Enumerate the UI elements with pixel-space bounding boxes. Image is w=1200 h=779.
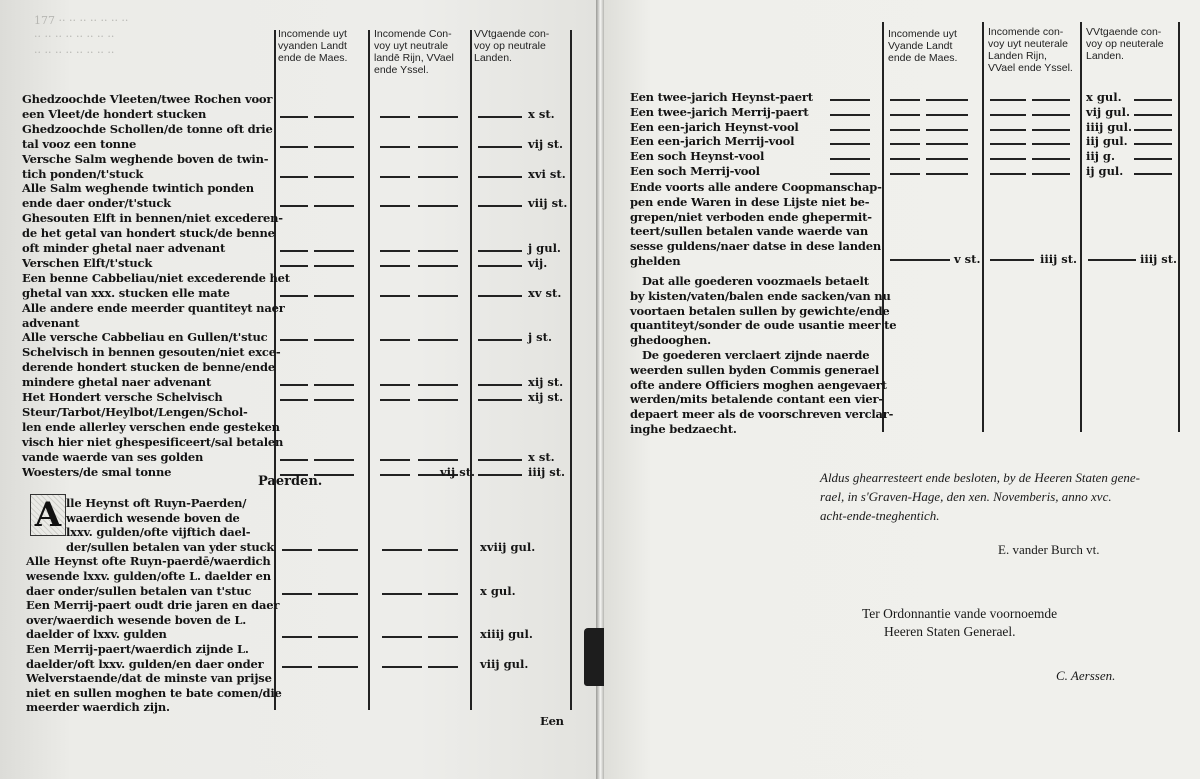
dash <box>280 295 308 297</box>
dash <box>990 99 1026 101</box>
ordonnantie-line: Ter Ordonnantie vande voornoemde <box>862 606 1058 621</box>
dash <box>382 666 422 668</box>
tariff-item-text: tal vooz een tonne <box>22 136 137 151</box>
tariff-item-text: Schelvisch in bennen gesouten/niet exce- <box>22 345 281 360</box>
column-header-incoming-enemy: Incomende uyt Vyande Landt ende de Maes. <box>888 28 958 64</box>
right-page <box>604 0 1200 779</box>
tariff-item-text: de het getal van hondert stuck/de benne <box>22 226 275 241</box>
dash <box>282 636 312 638</box>
dash <box>380 459 410 461</box>
dash <box>318 593 358 595</box>
bleed-through-text: 177 ·· ·· ·· ·· ·· ·· ·· <box>34 14 129 27</box>
paragraph-line: Dat alle goederen voozmaels betaelt <box>642 274 869 288</box>
dash <box>380 384 410 386</box>
section-title-horses: Paerden. <box>258 474 323 489</box>
paragraph-line: teert/sullen betalen vande waerde van <box>630 224 868 239</box>
tariff-item-text: Een twee-jarich Heynst-paert <box>630 90 813 104</box>
dash <box>380 265 410 267</box>
tariff-amount: iij gul. <box>1086 134 1128 149</box>
tariff-amount: xv st. <box>528 285 562 300</box>
tariff-amount: vij st. <box>528 136 564 151</box>
dash <box>380 399 410 401</box>
dash <box>382 636 422 638</box>
tariff-item-text: len ende allerley verschen ende gesteken <box>22 419 280 434</box>
paragraph-line: werden/mits betalende contant een vier- <box>630 392 883 407</box>
tariff-item-text: Een Merrij-paert/waerdich zijnde L. <box>26 642 249 656</box>
dash <box>418 295 458 297</box>
tariff-item-text: Steur/Tarbot/Heylbot/Lengen/Schol- <box>22 404 248 419</box>
dash <box>280 399 308 401</box>
dash <box>1032 173 1070 175</box>
tariff-item-text: Een soch Merrij-vool <box>630 164 760 178</box>
dash <box>280 116 308 118</box>
tariff-item-text: Ghedzoochde Schollen/de tonne oft drie <box>22 121 273 136</box>
dash <box>428 593 458 595</box>
column-rule <box>882 22 884 432</box>
dash <box>478 399 522 401</box>
tariff-item-text: Ghesouten Elft in bennen/niet excederen- <box>22 211 283 226</box>
tariff-amount: x gul. <box>1086 90 1122 104</box>
ordonnantie-line: Heeren Staten Generael. <box>884 624 1016 639</box>
column-rule <box>570 30 572 710</box>
dash <box>318 666 358 668</box>
tariff-item-text: Een twee-jarich Merrij-paert <box>630 104 809 119</box>
dash <box>1032 143 1070 145</box>
tariff-amount: xviij gul. <box>480 539 536 554</box>
dash <box>280 339 308 341</box>
tariff-item-text: niet en sullen moghen te bate comen/die <box>26 685 282 700</box>
paragraph-line: by kisten/vaten/balen ende sacken/van nu <box>630 288 891 303</box>
tariff-amount: xij st. <box>528 375 564 390</box>
dash <box>314 459 354 461</box>
tariff-item-text: Alle Salm weghende twintich ponden <box>22 181 254 196</box>
dash <box>1134 114 1172 116</box>
tariff-item-text: over/waerdich wesende boven de L. <box>26 612 247 627</box>
dash <box>926 143 968 145</box>
resolution-line: Aldus ghearresteert ende besloten, by de Heeren Staten gene- <box>820 470 1140 485</box>
dash <box>478 146 522 148</box>
dash <box>890 129 920 131</box>
paragraph-line: grepen/niet verboden ende ghepermit- <box>630 209 872 224</box>
dash <box>478 295 522 297</box>
paragraph-line: voortaen betalen sullen by gewichte/ende <box>630 303 890 318</box>
dash <box>830 129 870 131</box>
dash <box>318 549 358 551</box>
dash <box>1088 259 1136 261</box>
column-header-incoming-neutral: Incomende Con- voy uyt neutrale landē Rijn, VVael ende Yssel. <box>374 28 454 76</box>
tariff-item-text: advenant <box>22 315 80 330</box>
tariff-amount: x gul. <box>480 583 516 598</box>
dash <box>926 158 968 160</box>
goods-amount-col3: iiij st. <box>1140 252 1178 266</box>
dash <box>418 250 458 252</box>
dash <box>282 593 312 595</box>
dash <box>428 636 458 638</box>
dash <box>314 339 354 341</box>
dash <box>478 474 522 476</box>
tariff-item-text: Versche Salm weghende boven de twin- <box>22 151 269 166</box>
tariff-item-text: Een benne Cabbeliau/niet excederende het <box>22 270 290 285</box>
tariff-item-text: daelder of lxxv. gulden <box>26 627 167 642</box>
dash <box>478 250 522 252</box>
column-rule <box>1178 22 1180 432</box>
dash <box>280 146 308 148</box>
dash <box>314 295 354 297</box>
dash <box>380 474 410 476</box>
dash <box>478 459 522 461</box>
dash <box>830 158 870 160</box>
paragraph-line: ghedooghen. <box>630 333 711 348</box>
tariff-amount: j gul. <box>528 241 561 255</box>
dash <box>478 205 522 207</box>
dash <box>428 666 458 668</box>
column-rule <box>982 22 984 432</box>
dash <box>478 384 522 386</box>
dash <box>478 176 522 178</box>
tariff-item-text: Alle versche Cabbeliau en Gullen/t'stuc <box>22 330 268 345</box>
column-rule <box>368 30 370 710</box>
dash <box>280 384 308 386</box>
dash <box>890 99 920 101</box>
dash <box>478 339 522 341</box>
dash <box>380 295 410 297</box>
dash <box>382 549 422 551</box>
resolution-line: rael, in s'Graven-Hage, den xen. Novemberis, anno xvc. <box>820 489 1112 504</box>
tariff-item-text: ghetal van xxx. stucken elle mate <box>22 285 230 300</box>
tariff-item-text: tich ponden/t'stuck <box>22 166 144 181</box>
column-header-incoming-neutral: Incomende con- voy uyt neuterale Landen Rijn, VVael ende Yssel. <box>988 26 1073 74</box>
tariff-amount: x st. <box>528 106 555 121</box>
tariff-item-text: der/sullen betalen van yder stuck <box>66 539 275 554</box>
tariff-item-text: oft minder ghetal naer advenant <box>22 241 226 255</box>
bleed-through-text: ·· ·· ·· ·· ·· ·· ·· ·· <box>34 30 115 43</box>
tariff-item-text: Woesters/de smal tonne <box>22 464 172 479</box>
dash <box>418 205 458 207</box>
decorated-initial: A <box>30 494 66 536</box>
dash <box>280 459 308 461</box>
dash <box>1032 99 1070 101</box>
dash <box>280 176 308 178</box>
dash <box>314 176 354 178</box>
tariff-amount-mid: vij st. <box>440 464 476 479</box>
dash <box>380 205 410 207</box>
tariff-item-text: daer onder/sullen betalen van t'stuc <box>26 583 252 598</box>
tariff-amount: ij gul. <box>1086 164 1124 178</box>
dash <box>280 265 308 267</box>
goods-amount-col2: iiij st. <box>1040 252 1078 266</box>
dash <box>990 259 1034 261</box>
tariff-amount: iiij st. <box>528 464 566 479</box>
column-rule <box>1080 22 1082 432</box>
dash <box>1134 129 1172 131</box>
dash <box>314 384 354 386</box>
tariff-amount: viij gul. <box>480 656 529 671</box>
tariff-amount: vij. <box>528 255 548 270</box>
dash <box>418 176 458 178</box>
dash <box>890 259 950 261</box>
tariff-item-text: ende daer onder/t'stuck <box>22 196 171 211</box>
tariff-item-text: waerdich wesende boven de <box>66 510 240 525</box>
tariff-item-text: Een soch Heynst-vool <box>630 149 765 164</box>
dash <box>926 114 968 116</box>
dash <box>418 384 458 386</box>
dash <box>418 399 458 401</box>
tariff-item-text: Welverstaende/dat de minste van prijse <box>26 671 272 686</box>
dash <box>380 116 410 118</box>
dash <box>830 143 870 145</box>
paragraph-line: pen ende Waren in dese Lijste niet be- <box>630 194 870 209</box>
tariff-item-text: Verschen Elft/t'stuck <box>22 255 153 270</box>
tariff-amount: xiiij gul. <box>480 627 533 642</box>
dash <box>926 99 968 101</box>
dash <box>318 636 358 638</box>
signature-vander-burch: E. vander Burch vt. <box>998 542 1100 557</box>
left-page <box>0 0 598 779</box>
dash <box>1134 143 1172 145</box>
dash <box>830 173 870 175</box>
dash <box>990 129 1026 131</box>
dash <box>990 173 1026 175</box>
dash <box>314 205 354 207</box>
dash <box>418 459 458 461</box>
dash <box>418 265 458 267</box>
dash <box>380 339 410 341</box>
dash <box>380 146 410 148</box>
catchword: Een <box>540 714 564 728</box>
dash <box>314 250 354 252</box>
dash <box>280 250 308 252</box>
paragraph-line: Ende voorts alle andere Coopmanschap- <box>630 180 882 194</box>
tariff-item-text: Een Merrij-paert oudt drie jaren en daer <box>26 598 280 613</box>
tariff-item-text: derende hondert stucken de benne/ende <box>22 360 275 375</box>
tariff-item-text: Alle andere ende meerder quantiteyt naer <box>22 300 285 315</box>
dash <box>830 99 870 101</box>
tariff-item-text: Een een-jarich Merrij-vool <box>630 134 795 149</box>
dash <box>418 339 458 341</box>
dash <box>314 116 354 118</box>
dash <box>280 205 308 207</box>
dash <box>890 173 920 175</box>
tariff-item-text: meerder waerdich zijn. <box>26 700 170 715</box>
dash <box>1032 129 1070 131</box>
dash <box>418 146 458 148</box>
tariff-amount: xvi st. <box>528 166 566 181</box>
dash <box>926 173 968 175</box>
tariff-amount: vij gul. <box>1086 104 1130 119</box>
dash <box>314 146 354 148</box>
paragraph-line: depaert meer als de voorschreven verclar- <box>630 407 894 422</box>
dash <box>282 666 312 668</box>
paragraph-line: quantiteyt/sonder de oude usantie meer te <box>630 318 897 333</box>
paragraph-line: weerden sullen byden Commis generael <box>630 362 880 377</box>
dash <box>428 549 458 551</box>
dash <box>380 176 410 178</box>
paragraph-line: ghelden <box>630 254 681 268</box>
dash <box>1032 114 1070 116</box>
dash <box>990 143 1026 145</box>
tariff-amount: iij g. <box>1086 149 1115 164</box>
dash <box>1134 99 1172 101</box>
dash <box>926 129 968 131</box>
tariff-item-text: daelder/oft lxxv. gulden/en daer onder <box>26 656 264 671</box>
dash <box>418 116 458 118</box>
tariff-item-text: vande waerde van ses golden <box>22 449 204 464</box>
tariff-amount: xij st. <box>528 390 564 404</box>
paragraph-line: De goederen verclaert zijnde naerde <box>642 348 870 362</box>
bleed-through-text: ·· ·· ·· ·· ·· ·· ·· ·· <box>34 46 115 59</box>
dash <box>382 593 422 595</box>
column-header-outgoing-neutral: VVtgaende con- voy op neutrale Landen. <box>474 28 550 64</box>
signature-aerssen: C. Aerssen. <box>1056 668 1116 683</box>
goods-amount-col1: v st. <box>954 252 981 266</box>
tariff-item-text: Alle Heynst ofte Ruyn-paerdē/waerdich <box>26 554 271 569</box>
tariff-item-text: een Vleet/de hondert stucken <box>22 106 207 121</box>
tariff-item-text: Ghedzoochde Vleeten/twee Rochen voor <box>22 92 273 106</box>
paragraph-line: ofte andere Officiers moghen aengevaert <box>630 377 887 392</box>
tariff-item-text: lxxv. gulden/ofte vijftich dael- <box>66 525 251 540</box>
tariff-item-text: visch hier niet ghespesificeert/sal betalen <box>22 434 284 449</box>
dash <box>314 265 354 267</box>
dash <box>282 549 312 551</box>
dash <box>314 399 354 401</box>
dash <box>890 158 920 160</box>
tariff-amount: x st. <box>528 449 555 464</box>
tariff-item-text: Het Hondert versche Schelvisch <box>22 390 223 404</box>
dash <box>478 116 522 118</box>
dash <box>990 114 1026 116</box>
tariff-item-text: Een een-jarich Heynst-vool <box>630 119 799 134</box>
paragraph-line: inghe bedzaecht. <box>630 422 737 436</box>
column-rule <box>470 30 472 710</box>
tariff-item-text: lle Heynst oft Ruyn-Paerden/ <box>66 496 247 510</box>
paragraph-line: sesse guldens/naer datse in dese landen <box>630 239 882 254</box>
dash <box>830 114 870 116</box>
tariff-item-text: wesende lxxv. gulden/ofte L. daelder en <box>26 569 271 583</box>
dash <box>990 158 1026 160</box>
column-header-outgoing-neutral: VVtgaende con- voy op neuterale Landen. <box>1086 26 1164 62</box>
column-header-incoming-enemy: Incomende uyt vyanden Landt ende de Maes. <box>278 28 348 64</box>
tariff-amount: iiij gul. <box>1086 119 1133 134</box>
dash <box>380 250 410 252</box>
dash <box>1134 173 1172 175</box>
tariff-amount: viij st. <box>528 196 568 211</box>
resolution-line: acht-ende-tneghentich. <box>820 508 940 523</box>
dash <box>890 114 920 116</box>
tariff-amount: j st. <box>528 330 552 345</box>
dash <box>1032 158 1070 160</box>
tariff-item-text: mindere ghetal naer advenant <box>22 375 212 390</box>
dash <box>478 265 522 267</box>
dash <box>890 143 920 145</box>
dash <box>1134 158 1172 160</box>
